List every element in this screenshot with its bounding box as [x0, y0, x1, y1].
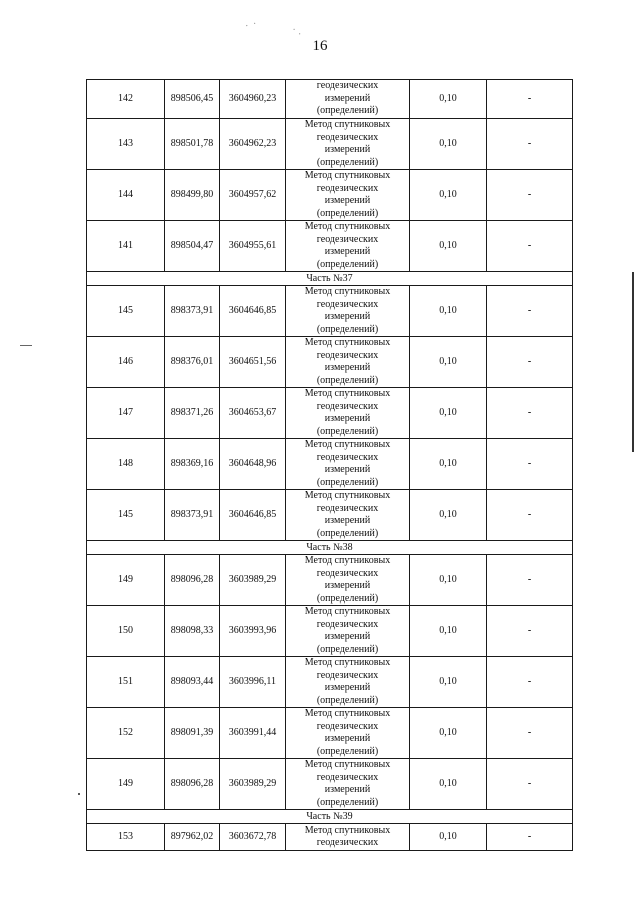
- method-line: (определений): [316, 425, 379, 437]
- method-line: Метод спутниковых: [304, 555, 391, 566]
- method-cell: [286, 439, 410, 490]
- table-row: [87, 170, 573, 221]
- accuracy-cell: 0,10: [410, 337, 487, 388]
- y-coordinate-cell: 3604962,23: [220, 119, 286, 170]
- point-number-cell: 142: [87, 80, 165, 119]
- table-row: [87, 337, 573, 388]
- method-line: (определений): [316, 323, 379, 335]
- method-cell: [286, 221, 410, 272]
- method-line: (определений): [316, 745, 379, 757]
- point-number-cell: 146: [87, 337, 165, 388]
- table-row: [87, 388, 573, 439]
- method-line: Метод спутниковых: [304, 388, 391, 399]
- point-number-cell: 141: [87, 221, 165, 272]
- method-line: геодезических: [316, 131, 379, 143]
- method-line: геодезических: [316, 618, 379, 630]
- point-number-cell: 149: [87, 555, 165, 606]
- table-row: [87, 824, 573, 851]
- table-row: [87, 490, 573, 541]
- part-header: Часть №37: [87, 272, 573, 286]
- method-line: геодезических: [316, 233, 379, 245]
- method-line: (определений): [316, 476, 379, 488]
- x-coordinate-cell: 898096,28: [165, 555, 220, 606]
- method-line: геодезических: [316, 837, 379, 848]
- x-coordinate-cell: 898373,91: [165, 286, 220, 337]
- accuracy-cell: 0,10: [410, 657, 487, 708]
- method-line: геодезических: [316, 771, 379, 783]
- point-number-cell: 145: [87, 490, 165, 541]
- y-coordinate-cell: 3604646,85: [220, 490, 286, 541]
- method-line: измерений: [324, 682, 371, 693]
- y-coordinate-cell: 3603991,44: [220, 708, 286, 759]
- x-coordinate-cell: 897962,02: [165, 824, 220, 851]
- part-header: Часть №39: [87, 810, 573, 824]
- method-line: (определений): [316, 105, 379, 117]
- accuracy-cell: 0,10: [410, 221, 487, 272]
- method-line: (определений): [316, 156, 379, 168]
- method-cell: [286, 606, 410, 657]
- accuracy-cell: 0,10: [410, 759, 487, 810]
- y-coordinate-cell: 3603989,29: [220, 555, 286, 606]
- method-line: геодезических: [316, 720, 379, 732]
- point-number-cell: 144: [87, 170, 165, 221]
- point-number-cell: 149: [87, 759, 165, 810]
- method-line: Метод спутниковых: [304, 170, 391, 181]
- accuracy-cell: 0,10: [410, 708, 487, 759]
- y-coordinate-cell: 3604646,85: [220, 286, 286, 337]
- x-coordinate-cell: 898373,91: [165, 490, 220, 541]
- scan-artifact: ⠂ ⠁: [245, 22, 259, 31]
- y-coordinate-cell: 3604648,96: [220, 439, 286, 490]
- x-coordinate-cell: 898501,78: [165, 119, 220, 170]
- method-line: измерений: [324, 631, 371, 642]
- method-cell: [286, 170, 410, 221]
- method-line: измерений: [324, 195, 371, 206]
- x-coordinate-cell: 898506,45: [165, 80, 220, 119]
- method-line: Метод спутниковых: [304, 221, 391, 232]
- y-coordinate-cell: 3604955,61: [220, 221, 286, 272]
- method-line: Метод спутниковых: [304, 337, 391, 348]
- table-row: [87, 439, 573, 490]
- x-coordinate-cell: 898093,44: [165, 657, 220, 708]
- method-line: измерений: [324, 92, 371, 104]
- coordinates-table: [86, 79, 573, 851]
- note-cell: -: [487, 80, 573, 119]
- method-line: измерений: [324, 413, 371, 424]
- method-line: геодезических: [316, 669, 379, 681]
- method-line: Метод спутниковых: [304, 759, 391, 770]
- note-cell: -: [487, 337, 573, 388]
- table-row: [87, 606, 573, 657]
- method-line: (определений): [316, 374, 379, 386]
- point-number-cell: 145: [87, 286, 165, 337]
- method-line: (определений): [316, 207, 379, 219]
- y-coordinate-cell: 3603989,29: [220, 759, 286, 810]
- method-line: геодезических: [316, 451, 379, 463]
- method-line: измерений: [324, 733, 371, 744]
- method-line: (определений): [316, 643, 379, 655]
- x-coordinate-cell: 898371,26: [165, 388, 220, 439]
- x-coordinate-cell: 898096,28: [165, 759, 220, 810]
- accuracy-cell: 0,10: [410, 119, 487, 170]
- method-cell: [286, 286, 410, 337]
- method-cell: [286, 657, 410, 708]
- method-line: геодезических: [316, 182, 379, 194]
- method-line: измерений: [324, 362, 371, 373]
- method-line: (определений): [316, 694, 379, 706]
- table-row: [87, 221, 573, 272]
- accuracy-cell: 0,10: [410, 490, 487, 541]
- method-line: Метод спутниковых: [304, 657, 391, 668]
- method-cell: [286, 759, 410, 810]
- point-number-cell: 147: [87, 388, 165, 439]
- table-row: [87, 759, 573, 810]
- method-line: измерений: [324, 515, 371, 526]
- note-cell: -: [487, 555, 573, 606]
- point-number-cell: 143: [87, 119, 165, 170]
- page-number: 16: [312, 38, 328, 54]
- note-cell: -: [487, 439, 573, 490]
- accuracy-cell: 0,10: [410, 824, 487, 851]
- scan-artifact: [78, 793, 80, 795]
- note-cell: -: [487, 708, 573, 759]
- y-coordinate-cell: 3604960,23: [220, 80, 286, 119]
- accuracy-cell: 0,10: [410, 606, 487, 657]
- method-cell: [286, 490, 410, 541]
- method-line: Метод спутниковых: [304, 824, 391, 836]
- method-line: измерений: [324, 580, 371, 591]
- point-number-cell: 150: [87, 606, 165, 657]
- note-cell: -: [487, 388, 573, 439]
- part-header-row: [87, 541, 573, 555]
- note-cell: -: [487, 170, 573, 221]
- method-cell: [286, 555, 410, 606]
- accuracy-cell: 0,10: [410, 286, 487, 337]
- method-cell: [286, 824, 410, 851]
- note-cell: -: [487, 759, 573, 810]
- x-coordinate-cell: 898376,01: [165, 337, 220, 388]
- x-coordinate-cell: 898499,80: [165, 170, 220, 221]
- method-line: (определений): [316, 796, 379, 808]
- method-line: Метод спутниковых: [304, 439, 391, 450]
- method-line: измерений: [324, 464, 371, 475]
- method-cell: [286, 708, 410, 759]
- part-header-row: [87, 272, 573, 286]
- note-cell: -: [487, 657, 573, 708]
- accuracy-cell: 0,10: [410, 80, 487, 119]
- method-line: Метод спутниковых: [304, 490, 391, 501]
- method-line: геодезических: [316, 567, 379, 579]
- y-coordinate-cell: 3603993,96: [220, 606, 286, 657]
- x-coordinate-cell: 898098,33: [165, 606, 220, 657]
- scan-artifact: [20, 345, 32, 346]
- note-cell: -: [487, 824, 573, 851]
- accuracy-cell: 0,10: [410, 555, 487, 606]
- y-coordinate-cell: 3603672,78: [220, 824, 286, 851]
- point-number-cell: 151: [87, 657, 165, 708]
- table-row: [87, 286, 573, 337]
- method-cell: [286, 337, 410, 388]
- point-number-cell: 148: [87, 439, 165, 490]
- x-coordinate-cell: 898369,16: [165, 439, 220, 490]
- y-coordinate-cell: 3604957,62: [220, 170, 286, 221]
- table-row: [87, 80, 573, 119]
- method-line: Метод спутниковых: [304, 708, 391, 719]
- method-line: геодезических: [316, 349, 379, 361]
- coordinates-table-body: [87, 80, 573, 851]
- note-cell: -: [487, 606, 573, 657]
- method-line: (определений): [316, 527, 379, 539]
- x-coordinate-cell: 898091,39: [165, 708, 220, 759]
- accuracy-cell: 0,10: [410, 170, 487, 221]
- method-line: измерений: [324, 144, 371, 155]
- method-line: измерений: [324, 784, 371, 795]
- method-line: геодезических: [316, 502, 379, 514]
- scan-artifact: ⠈ ⠄: [290, 28, 304, 37]
- method-line: (определений): [316, 258, 379, 270]
- method-line: геодезических: [316, 400, 379, 412]
- method-line: Метод спутниковых: [304, 286, 391, 297]
- method-line: измерений: [324, 311, 371, 322]
- y-coordinate-cell: 3603996,11: [220, 657, 286, 708]
- note-cell: -: [487, 490, 573, 541]
- accuracy-cell: 0,10: [410, 439, 487, 490]
- part-header: Часть №38: [87, 541, 573, 555]
- table-row: [87, 657, 573, 708]
- x-coordinate-cell: 898504,47: [165, 221, 220, 272]
- method-line: геодезических: [316, 80, 379, 92]
- part-header-row: [87, 810, 573, 824]
- scan-edge-line: [632, 272, 634, 452]
- method-line: Метод спутниковых: [304, 606, 391, 617]
- table-row: [87, 555, 573, 606]
- point-number-cell: 153: [87, 824, 165, 851]
- method-line: (определений): [316, 592, 379, 604]
- method-cell: [286, 80, 410, 119]
- note-cell: -: [487, 221, 573, 272]
- table-row: [87, 119, 573, 170]
- note-cell: -: [487, 286, 573, 337]
- method-line: геодезических: [316, 298, 379, 310]
- accuracy-cell: 0,10: [410, 388, 487, 439]
- point-number-cell: 152: [87, 708, 165, 759]
- method-cell: [286, 119, 410, 170]
- note-cell: -: [487, 119, 573, 170]
- y-coordinate-cell: 3604653,67: [220, 388, 286, 439]
- method-line: Метод спутниковых: [304, 119, 391, 130]
- y-coordinate-cell: 3604651,56: [220, 337, 286, 388]
- method-line: измерений: [324, 246, 371, 257]
- table-row: [87, 708, 573, 759]
- method-cell: [286, 388, 410, 439]
